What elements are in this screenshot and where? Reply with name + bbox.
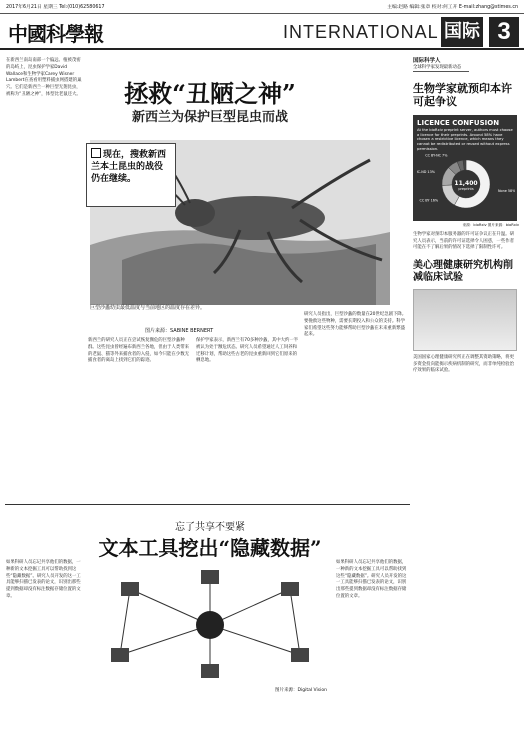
issue-date: 2017年6月21日 星期三 Tel:(010)62580617 bbox=[6, 5, 105, 10]
pie-label-cc-by-nd bbox=[435, 152, 458, 153]
masthead bbox=[0, 14, 524, 50]
network-diagram-art bbox=[90, 567, 330, 685]
right-column bbox=[413, 56, 519, 746]
pull-quote bbox=[86, 143, 176, 207]
second-story-continuation bbox=[336, 560, 408, 740]
license-chart-title: LICENCE CONFUSION bbox=[417, 118, 500, 127]
pie-label-cc-by-nc: CC BY-NC 7% bbox=[425, 153, 448, 158]
preprint-license-headline: 生物学家就预印本许可起争议 bbox=[413, 82, 512, 109]
lead-column-1-text: 在新西兰南岛南部一个偏远、植被茂密的岛屿上，昆虫保护学家David Wallace和生物学家Carey Wisner Lambert在查看用塑料捕虫网搭建的巢穴。它们是新西兰一种巨型无翅昆虫，被称为“丑陋之神”，体型比老鼠还大。 bbox=[6, 58, 82, 98]
quote-icon bbox=[91, 148, 101, 158]
right-column-tag bbox=[413, 56, 469, 72]
pull-quote-text: 现在，搜救新西兰本土昆虫的战役仍在继续。 bbox=[91, 150, 167, 185]
editor-info: 主编:赵路 编辑:张章 校对:何工开 E-mail:zhang@stimes.cn bbox=[387, 5, 518, 10]
pie-label-cc-by-nc-nd: C-ND 13% bbox=[417, 169, 435, 174]
lead-subhead: 新西兰为保护巨型昆虫而战 bbox=[131, 110, 288, 125]
pie-label-none: None 58% bbox=[497, 189, 515, 194]
section-name-en: INTERNATIONAL bbox=[283, 22, 439, 42]
lead-column-2 bbox=[88, 338, 191, 498]
pie-center-value: 11,400 bbox=[454, 179, 478, 187]
license-pie-chart bbox=[417, 152, 515, 216]
page-number: 3 bbox=[489, 17, 519, 47]
newspaper-logo: 中國科學報 bbox=[8, 22, 103, 46]
right-column-tag-kicker: 全球科学家发现最新动态 bbox=[413, 65, 462, 70]
section-divider bbox=[5, 504, 410, 505]
topbar bbox=[0, 0, 524, 14]
license-chart bbox=[413, 115, 517, 221]
lead-column-2-text: 新西兰的研究人员正在尝试恢复濒危的巨型沙螽种群。这些昆虫曾经遍布新西兰各地，但由于人类带来的老鼠、猫等外来捕食者的入侵，如今只能在少数无捕食者的离岛上找到它们的踪迹。 bbox=[88, 338, 189, 364]
data-network-illustration bbox=[90, 567, 330, 685]
second-story-continuation-text: 如果科研人员忘记共享他们的数据，一种新的文本挖掘工具可以帮助找到这些“隐藏数据”。研究人员开发的这一工具能够扫描已发表的论文，识别出那些提到数据却没有标注数据存储位置的文章。 bbox=[336, 560, 407, 600]
lead-column-1 bbox=[6, 58, 82, 498]
second-story-text bbox=[6, 560, 84, 740]
license-chart-subtitle: At the bioRxiv preprint server, authors must choose a licence for their preprints. Around 58% have chosen a restrictive licence, which means they cannot be redistributed or reused without express permission. bbox=[417, 127, 513, 152]
lead-headline: 拯救“丑陋之神” bbox=[124, 79, 296, 108]
photo-note: 巨型沙螽幼虫最低温度与当前地区的温度存在差异。 bbox=[90, 305, 206, 311]
photo-credit: 图片来源：SABINE BERNERT bbox=[145, 328, 214, 334]
mental-health-photo bbox=[413, 289, 517, 351]
right-column-tag-text: 国际科学人 bbox=[413, 58, 441, 64]
right-column-text-1 bbox=[413, 232, 517, 252]
mental-health-headline: 美心理健康研究机构削减临床试验 bbox=[413, 260, 513, 284]
second-story-kicker: 忘了共享不要紧 bbox=[175, 522, 245, 533]
lead-column-3 bbox=[196, 338, 299, 498]
right-column-text-1-content: 生物学家对预印本服务器的许可证争议正在升温。研究人员表示，当前的许可证选择令人困惑，一些作者可能在不了解后果的情况下选择了限制性许可。 bbox=[413, 231, 514, 251]
section-name-zh: 国际 bbox=[441, 17, 483, 47]
second-story-text-content: 如果科研人员忘记共享他们的数据，一种新的文本挖掘工具可以帮助找到这些“隐藏数据”。研究人员开发的这一工具能够扫描已发表的论文，识别出那些提到数据却没有标注数据存储位置的文章。 bbox=[6, 560, 81, 600]
lead-column-3-text: 保护学家表示，新西兰有70多种沙螽，其中大约一半被认为处于濒危状态。研究人员希望通过人工饲养和迁移计划，帮助这些古老的昆虫重新回到它们原来的栖息地。 bbox=[196, 338, 299, 364]
right-column-text-2-content: 美国国家心理健康研究所正在调整其资助策略，将更多资金投向能揭示疾病机制的研究，而非单纯检验治疗效果的临床试验。 bbox=[413, 354, 514, 374]
art-credit: 图片来源：Digital Vision bbox=[275, 688, 327, 693]
lead-column-4-text: 研究人员指出，巨型沙螽的数量在20世纪急剧下降。要挽救这些物种，需要长期投入和公众的支持。科学家们希望这些努力能够帮助巨型沙螽在未来重新繁盛起来。 bbox=[304, 312, 407, 338]
second-story-headline: 文本工具挖出“隐藏数据” bbox=[98, 536, 322, 560]
pie-label-cc-by: CC BY 16% bbox=[419, 198, 439, 203]
chart-credit: 来源：bioRxiv 图片来源：bioRxiv bbox=[462, 222, 519, 227]
lead-column-4 bbox=[304, 312, 407, 498]
right-column-text-2 bbox=[413, 355, 517, 375]
pie-center-label: preprints bbox=[458, 186, 474, 191]
